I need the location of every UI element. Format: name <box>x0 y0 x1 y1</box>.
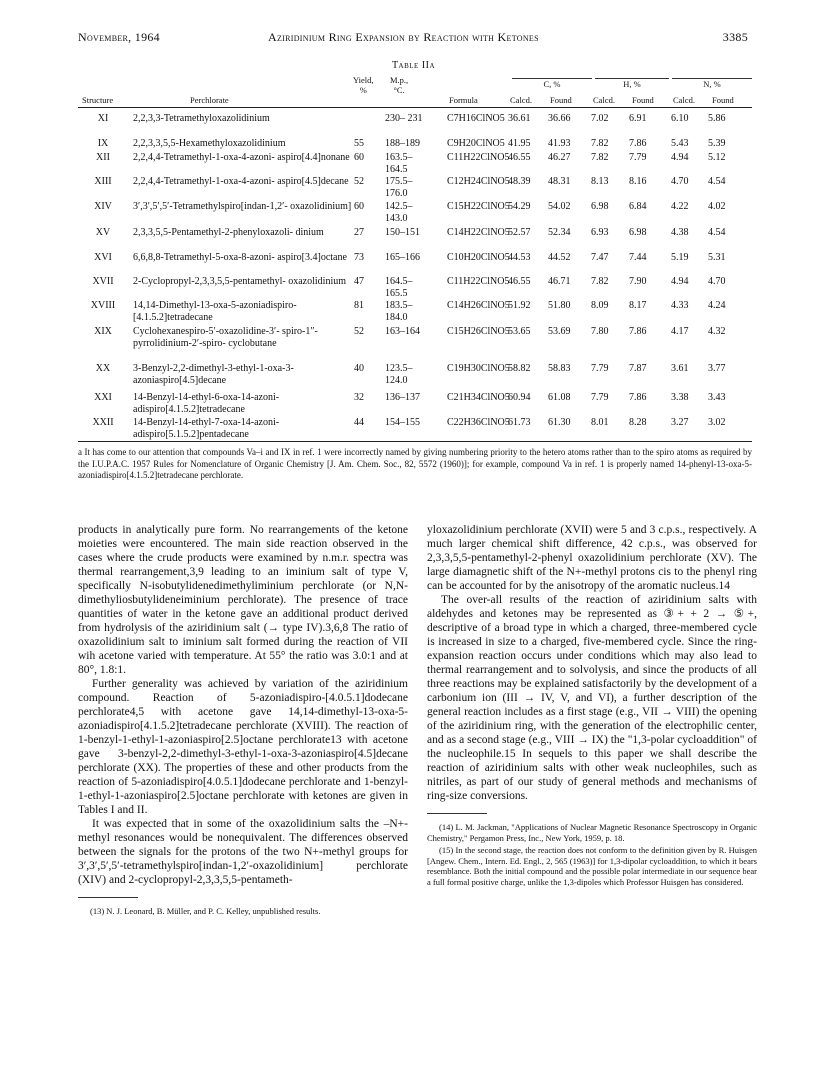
table-cell-c1: 60.94 <box>508 392 531 403</box>
table-cell-f: C19H30ClNO5 <box>447 363 510 374</box>
table-cell-p: 2,2,3,3,5,5-Hexamethyloxazolidinium <box>133 138 286 149</box>
table-row <box>78 227 758 255</box>
table-cell-c2: 46.27 <box>548 152 571 163</box>
table-cell-c1: 61.73 <box>508 417 531 428</box>
table-cell-n2: 4.54 <box>708 176 726 187</box>
table-cell-s: XII <box>96 152 110 163</box>
header-date: November, 1964 <box>78 30 160 44</box>
table-cell-n1: 4.94 <box>671 152 689 163</box>
table-cell-h2: 8.28 <box>629 417 647 428</box>
table-cell-p: 14,14-Dimethyl-13-oxa-5-azoniadispiro- [4.1.5.2]tetradecane <box>133 300 297 323</box>
table-cell-f: C10H20ClNO5 <box>447 252 510 263</box>
table-cell-c2: 51.80 <box>548 300 571 311</box>
table-cell-h1: 7.02 <box>591 113 609 124</box>
table-cell-s: XIX <box>94 326 112 337</box>
table-cell-c2: 61.30 <box>548 417 571 428</box>
table-cell-n1: 4.38 <box>671 227 689 238</box>
table-cell-s: XXI <box>94 392 112 403</box>
table-row <box>78 176 758 204</box>
paragraph: The over-all results of the reaction of aziridinium salts with aldehydes and ketones may be represented as ③+ + 2 → ⑤+, descriptive of a broad type in which a charged, three-membered cycle is increased in size to a charged, five-membered cycle. Since the ring-expansion reaction occurs under conditions which may also lead to thermal rearrangement and to solvolysis, and since the products of all three reactions may be explained satisfactorily by the development of a carbonium ion (III → IV, V, and VI), a further description of the general reaction includes as a first stage (e.g., VII → VIII) the opening of the aziridinium ring, with the generation of the electrophilic center, and as a second stage (e.g., VIII → IX) the "1,3-polar cycloaddition" of the nucleophile.15 In sequels to this paper we shall describe the reaction of aziridinium salts with other weak nucleophiles, such as nitriles, as part of our study of general methods and mechanisms of ring-size conversions. <box>427 594 757 802</box>
table-cell-c2: 58.83 <box>548 363 571 374</box>
table-cell-mp: 150–151 <box>385 227 420 238</box>
table-cell-f: C9H20ClNO5 <box>447 138 505 149</box>
table-cell-h1: 8.09 <box>591 300 609 311</box>
table-cell-f: C15H26ClNO5 <box>447 326 510 337</box>
table-cell-h1: 7.82 <box>591 276 609 287</box>
table-cell-s: IX <box>97 138 109 149</box>
table-cell-h2: 7.86 <box>629 138 647 149</box>
c-calcd-header: Calcd. <box>510 95 532 105</box>
table-cell-n1: 6.10 <box>671 113 689 124</box>
table-cell-n1: 4.70 <box>671 176 689 187</box>
table-cell-p: 14-Benzyl-14-ethyl-6-oxa-14-azoni- adispiro[4.1.5.2]tetradecane <box>133 392 280 415</box>
table-cell-n1: 5.43 <box>671 138 689 149</box>
table-cell-n1: 4.22 <box>671 201 689 212</box>
table-cell-c2: 41.93 <box>548 138 571 149</box>
table-cell-s: XIV <box>94 201 112 212</box>
table-row <box>78 300 758 328</box>
table-cell-c2: 36.66 <box>548 113 571 124</box>
table-cell-mp: 183.5– 184.0 <box>385 300 413 323</box>
table-cell-n2: 3.02 <box>708 417 726 428</box>
table-cell-n1: 4.17 <box>671 326 689 337</box>
table-header-rule <box>78 107 752 108</box>
table-cell-n2: 5.12 <box>708 152 726 163</box>
table-cell-c1: 54.29 <box>508 201 531 212</box>
col-header-yield: Yield, % <box>353 75 374 95</box>
table-cell-h1: 8.13 <box>591 176 609 187</box>
table-cell-n2: 4.54 <box>708 227 726 238</box>
col-header-perchlorate: Perchlorate <box>190 95 229 105</box>
table-cell-f: C21H34ClNO5 <box>447 392 510 403</box>
table-cell-n2: 5.31 <box>708 252 726 263</box>
table-cell-n2: 3.43 <box>708 392 726 403</box>
table-cell-c1: 44.53 <box>508 252 531 263</box>
table-cell-n1: 3.38 <box>671 392 689 403</box>
table-cell-mp: 163.5– 164.5 <box>385 152 413 175</box>
table-cell-c2: 54.02 <box>548 201 571 212</box>
table-cell-h1: 7.47 <box>591 252 609 263</box>
table-cell-p: 3′,3′,5′,5′-Tetramethylspiro[indan-1,2′- oxazolidinium] <box>133 201 352 212</box>
table-cell-y: 47 <box>354 276 364 287</box>
table-cell-s: XVI <box>94 252 112 263</box>
table-cell-y: 60 <box>354 201 364 212</box>
table-cell-c1: 46.55 <box>508 152 531 163</box>
table-cell-mp: 154–155 <box>385 417 420 428</box>
table-cell-p: 2,3,3,5,5-Pentamethyl-2-phenyloxazoli- dinium <box>133 227 324 238</box>
table-cell-n1: 5.19 <box>671 252 689 263</box>
table-cell-p: 2,2,3,3-Tetramethyloxazolidinium <box>133 113 270 124</box>
header-title: Aziridinium Ring Expansion by Reaction with Ketones <box>268 30 539 44</box>
table-cell-p: Cyclohexanespiro-5′-oxazolidine-3′- spiro-1″-pyrrolidinium-2′-spiro- cyclobutane <box>133 326 318 349</box>
table-cell-y: 32 <box>354 392 364 403</box>
table-cell-f: C15H22ClNO5 <box>447 201 510 212</box>
table-cell-s: XVIII <box>90 300 116 311</box>
table-cell-p: 2,2,4,4-Tetramethyl-1-oxa-4-azoni- aspiro[4.4]nonane <box>133 152 350 163</box>
table-cell-h2: 7.86 <box>629 326 647 337</box>
table-title: Table IIa <box>391 60 436 71</box>
table-cell-c1: 46.55 <box>508 276 531 287</box>
h-calcd-header: Calcd. <box>593 95 615 105</box>
table-cell-h2: 7.87 <box>629 363 647 374</box>
col-header-h: H, % <box>595 78 669 89</box>
c-found-header: Found <box>550 95 572 105</box>
table-cell-h2: 7.44 <box>629 252 647 263</box>
table-cell-c2: 48.31 <box>548 176 571 187</box>
table-cell-n2: 4.02 <box>708 201 726 212</box>
table-cell-c1: 53.65 <box>508 326 531 337</box>
table-cell-f: C11H22ClNO5 <box>447 276 510 287</box>
table-footnote: a It has come to our attention that compounds Va–i and IX in ref. 1 were incorrectly named by giving numbering priority to the hetero atoms rather than to the spiro atoms as required by the I.U.P.A.C. 1957 Rules for Nomenclature of Organic Chemistry [J. Am. Chem. Soc., 82, 5572 (1960)]; for example, compound Va in ref. 1 is properly named 14-phenyl-13-oxa-5-azoniadispiro[4.1.5.2]tetradecane perchlorate. <box>78 447 752 480</box>
table-cell-n2: 5.39 <box>708 138 726 149</box>
table-cell-s: XX <box>95 363 111 374</box>
table-cell-h1: 6.93 <box>591 227 609 238</box>
table-cell-h2: 7.90 <box>629 276 647 287</box>
n-calcd-header: Calcd. <box>673 95 695 105</box>
table-cell-s: XVII <box>92 276 114 287</box>
table-cell-f: C11H22ClNO5 <box>447 152 510 163</box>
table-cell-mp: 165–166 <box>385 252 420 263</box>
right-column <box>427 523 757 889</box>
table-cell-mp: 188–189 <box>385 138 420 149</box>
footnote-separator <box>78 897 138 898</box>
table-cell-c1: 48.39 <box>508 176 531 187</box>
page-number: 3385 <box>722 30 748 44</box>
table-cell-n2: 4.32 <box>708 326 726 337</box>
table-row <box>78 326 758 354</box>
table-cell-n1: 4.94 <box>671 276 689 287</box>
table-cell-c1: 41.95 <box>508 138 531 149</box>
table-cell-h2: 6.91 <box>629 113 647 124</box>
table-cell-s: XIII <box>94 176 112 187</box>
table-cell-mp: 230– 231 <box>385 113 423 124</box>
table-cell-mp: 123.5– 124.0 <box>385 363 413 386</box>
col-header-n: N, % <box>672 78 752 89</box>
table-cell-h2: 7.86 <box>629 392 647 403</box>
table-cell-n2: 5.86 <box>708 113 726 124</box>
table-cell-n2: 3.77 <box>708 363 726 374</box>
table-cell-f: C14H22ClNO5 <box>447 227 510 238</box>
table-row <box>78 113 758 141</box>
col-header-formula: Formula <box>449 95 478 105</box>
paragraph: products in analytically pure form. No rearrangements of the ketone moieties were encountered. The main side reaction observed in the cases where the crude products were examined by n.m.r. spectra was thermal rearrangement,3,9 leading to an iminium salt of type V, specifically N-isobutylidenedimethyliminium perchlorate (or N,N-dimethyliosbutylideneiminium perchlorate). The presence of trace quantities of water in the ketone gave an additional product derived from hydrolysis of the aziridinium salt (→ type IV).3,6,8 The ratio of oxazolidinium salt to iminium salt formed during the reaction of VII wih acetone varied with temperature. At 55° the ratio was 3.0:1 and at 80°, 1.8:1. <box>78 524 408 676</box>
table-cell-mp: 175.5– 176.0 <box>385 176 413 199</box>
footnote: (15) In the second stage, the reaction does not conform to the definition given by R. Huisgen [Angew. Chem., Intern. Ed. Engl., 2, 565 (1963)] for 1,3-dipolar cycloaddition, to which it bears resemblance. Both the initial compound and the possible polar intermediate in our sequence bear a full formal positive charge, unlike the 1,3-dipoles which Professor Huisgen has considered. <box>427 845 757 887</box>
footnote: (13) N. J. Leonard, B. Müller, and P. C. Kelley, unpublished results. <box>90 906 321 916</box>
table-cell-c1: 51.92 <box>508 300 531 311</box>
h-found-header: Found <box>632 95 654 105</box>
col-header-c: C, % <box>512 78 592 89</box>
table-bottom-rule <box>78 441 752 442</box>
table-cell-h2: 6.84 <box>629 201 647 212</box>
table-cell-h1: 7.79 <box>591 392 609 403</box>
table-cell-mp: 136–137 <box>385 392 420 403</box>
col-header-structure: Structure <box>82 95 114 105</box>
paragraph: It was expected that in some of the oxazolidinium salts the –N+-methyl resonances would be nonequivalent. The differences observed between the signals for the protons of the two N+-methyl groups for 3′,3′,5′,5′-tetramethylspiro[indan-1,2′-oxazolidinium] perchlorate (XIV) and 2-cyclopropyl-2,3,3,5,5-pentameth- <box>78 818 408 886</box>
table-cell-y: 73 <box>354 252 364 263</box>
table-cell-c2: 53.69 <box>548 326 571 337</box>
table-cell-h1: 6.98 <box>591 201 609 212</box>
table-cell-s: XI <box>97 113 109 124</box>
table-cell-h2: 7.79 <box>629 152 647 163</box>
table-cell-y: 40 <box>354 363 364 374</box>
table-cell-p: 6,6,8,8-Tetramethyl-5-oxa-8-azoni- aspiro[3.4]octane <box>133 252 347 263</box>
table-cell-f: C14H26ClNO5 <box>447 300 510 311</box>
table-cell-n1: 3.61 <box>671 363 689 374</box>
table-cell-mp: 142.5– 143.0 <box>385 201 413 224</box>
table-cell-c1: 58.82 <box>508 363 531 374</box>
table-cell-c2: 46.71 <box>548 276 571 287</box>
paragraph: Further generality was achieved by variation of the aziridinium compound. Reaction of 5-azoniadispiro-[4.0.5.1]dodecane perchlorate4,5 with acetone gave 14,14-dimethyl-13-oxa-5-azoniadispiro[4.1.5.2]tetradecane perchlorate (XVIII). The reaction of 1-benzyl-1-ethyl-1-azoniaspiro[2.5]octane perchlorate13 with acetone gave 3-benzyl-2,2-dimethyl-3-ethyl-1-oxa-3-azoniaspiro[4.5]decane perchlorate (XX). The properties of these and other products from the reaction of 5-azoniadispiro[4.0.5.1]dodecane perchlorate and 1-benzyl-1-ethyl-1-azoniaspiro[2.5]octane perchlorate with ketones are given in Tables I and II. <box>78 678 408 816</box>
paragraph: yloxazolidinium perchlorate (XVII) were 5 and 3 c.p.s., respectively. A much larger chemical shift difference, 42 c.p.s., was observed for 2,3,3,5,5-pentamethyl-2-phenyl oxazolidinium perchlorate (XV). The large diamagnetic shift of the N+-methyl protons cis to the phenyl ring can be accounted for by the anisotropy of the aromatic nucleus.14 <box>427 524 757 592</box>
left-column <box>78 523 408 919</box>
table-cell-c1: 36.61 <box>508 113 531 124</box>
table-row <box>78 363 758 391</box>
table-cell-y: 60 <box>354 152 364 163</box>
table-cell-c2: 61.08 <box>548 392 571 403</box>
table-cell-p: 3-Benzyl-2,2-dimethyl-3-ethyl-1-oxa-3- azoniaspiro[4.5]decane <box>133 363 294 386</box>
table-cell-y: 52 <box>354 176 364 187</box>
table-row <box>78 201 758 229</box>
table-cell-p: 2-Cyclopropyl-2,3,3,5,5-pentamethyl- oxazolidinium <box>133 276 347 287</box>
col-header-mp: M.p., °C. <box>390 75 409 95</box>
table-cell-f: C7H16ClNO5 <box>447 113 505 124</box>
table-cell-h2: 8.17 <box>629 300 647 311</box>
table-cell-y: 52 <box>354 326 364 337</box>
table-cell-h1: 7.82 <box>591 138 609 149</box>
table-cell-f: C12H24ClNO5 <box>447 176 510 187</box>
table-cell-n2: 4.24 <box>708 300 726 311</box>
footnote: (14) L. M. Jackman, "Applications of Nuclear Magnetic Resonance Spectroscopy in Organic Chemistry," Pergamon Press, Inc., New York, 1959, p. 18. <box>427 822 757 843</box>
table-cell-n1: 3.27 <box>671 417 689 428</box>
table-cell-mp: 163–164 <box>385 326 420 337</box>
table-cell-n2: 4.70 <box>708 276 726 287</box>
table-cell-h1: 7.80 <box>591 326 609 337</box>
n-found-header: Found <box>712 95 734 105</box>
table-cell-h2: 6.98 <box>629 227 647 238</box>
table-cell-p: 14-Benzyl-14-ethyl-7-oxa-14-azoni- adispiro[5.1.5.2]pentadecane <box>133 417 280 440</box>
table-cell-y: 55 <box>354 138 364 149</box>
table-cell-f: C22H36ClNO5 <box>447 417 510 428</box>
table-cell-c1: 52.57 <box>508 227 531 238</box>
table-cell-s: XV <box>95 227 111 238</box>
table-cell-c2: 44.52 <box>548 252 571 263</box>
table-cell-y: 81 <box>354 300 364 311</box>
footnote-separator <box>427 813 487 814</box>
table-cell-h1: 7.82 <box>591 152 609 163</box>
table-cell-n1: 4.33 <box>671 300 689 311</box>
table-cell-mp: 164.5– 165.5 <box>385 276 413 299</box>
table-cell-s: XXII <box>92 417 114 428</box>
table-cell-h1: 7.79 <box>591 363 609 374</box>
table-cell-c2: 52.34 <box>548 227 571 238</box>
table-cell-p: 2,2,4,4-Tetramethyl-1-oxa-4-azoni- aspiro[4.5]decane <box>133 176 349 187</box>
running-header <box>78 30 748 46</box>
table-cell-y: 44 <box>354 417 364 428</box>
table-cell-h1: 8.01 <box>591 417 609 428</box>
table-row <box>78 392 758 420</box>
table-cell-h2: 8.16 <box>629 176 647 187</box>
table-cell-y: 27 <box>354 227 364 238</box>
